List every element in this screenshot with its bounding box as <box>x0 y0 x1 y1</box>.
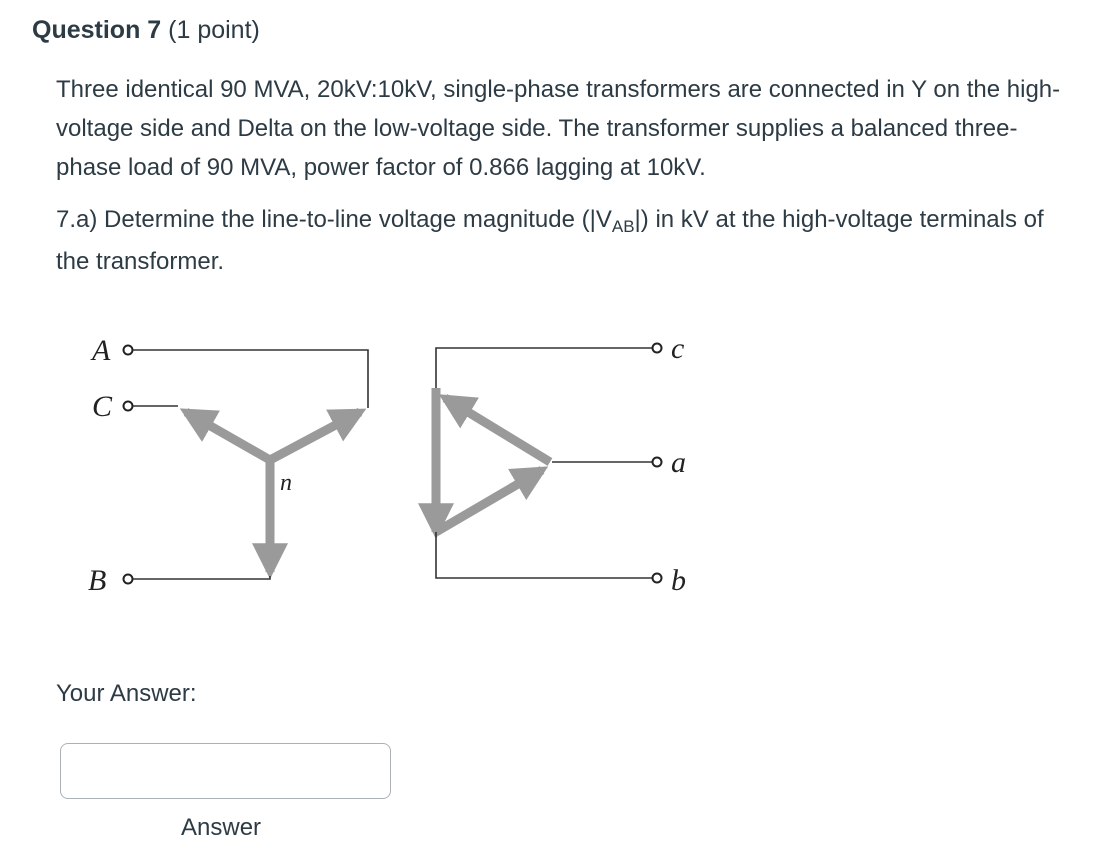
delta-winding-bc <box>436 470 542 532</box>
question-header <box>32 16 260 45</box>
terminal-label-C: C <box>92 390 113 423</box>
answer-field-label: Answer <box>181 814 262 841</box>
wire-B <box>133 576 270 579</box>
terminal-label-b: b <box>671 564 686 597</box>
wire-c <box>436 348 652 388</box>
terminal-a <box>653 458 662 467</box>
terminal-label-B: B <box>88 564 107 597</box>
question-body <box>56 70 1076 283</box>
question-part-a <box>56 199 1076 283</box>
terminal-A <box>124 346 133 355</box>
terminal-C <box>124 402 133 411</box>
terminal-B <box>124 575 133 584</box>
transformer-diagram <box>70 320 770 620</box>
wire-A <box>133 350 368 408</box>
question-title: Question 7 <box>32 16 162 44</box>
terminal-label-A: A <box>92 334 111 367</box>
terminal-b <box>653 574 662 583</box>
wire-b <box>436 532 652 578</box>
part-a-subscript: AB <box>611 217 635 236</box>
part-a-suffix: |) in kV at the high-voltage terminals of the transformer. <box>56 206 1044 275</box>
neutral-label-n: n <box>280 470 292 496</box>
wye-winding-a <box>270 412 360 460</box>
terminal-label-a: a <box>671 446 686 479</box>
answer-input[interactable] <box>60 743 391 799</box>
part-a-prefix: 7.a) Determine the line-to-line voltage magnitude (|V <box>56 206 612 233</box>
your-answer-label: Your Answer: <box>56 680 197 707</box>
wye-winding-c <box>186 412 270 460</box>
terminal-c <box>653 344 662 353</box>
terminal-label-c: c <box>671 332 685 365</box>
delta-winding-ab <box>445 398 550 462</box>
question-points: (1 point) <box>168 16 260 44</box>
question-text: Three identical 90 MVA, 20kV:10kV, single-phase transformers are connected in Y on the high-voltage side and Delta on the low-voltage side. The transformer supplies a balanced three-phase load of 90 MVA, power factor of 0.866 lagging at 10kV. <box>56 76 1061 181</box>
